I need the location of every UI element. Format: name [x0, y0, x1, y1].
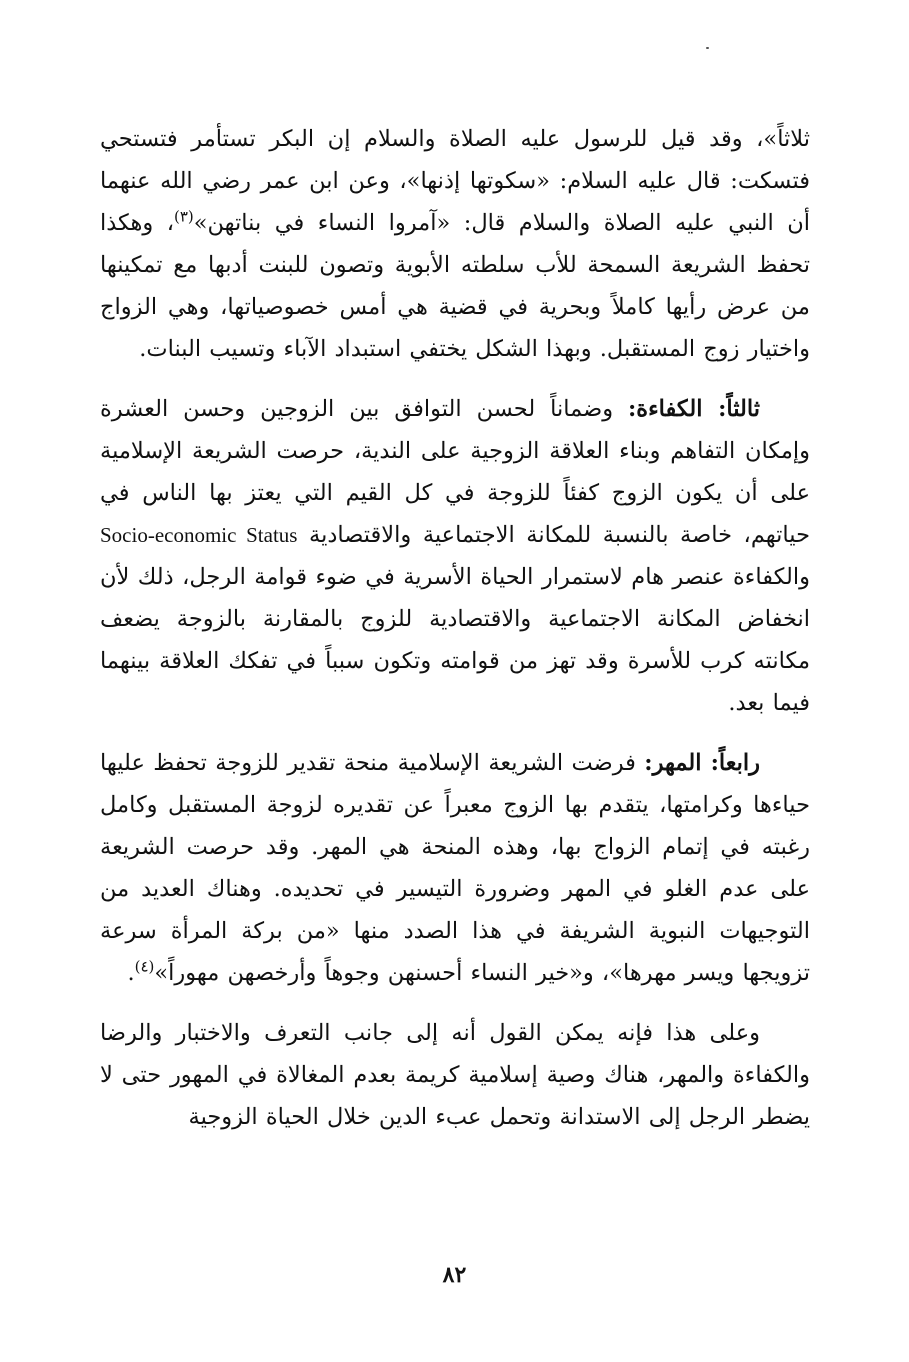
paragraph-1-tail: ، وهكذا تحفظ الشريعة السمحة للأب سلطته الأبوية وتصون للبنت أدبها مع تمكينها من عرض رأيها كاملاً وبحرية في قضية هي أمس خصوصياتها، وهي الزواج واختيار زوج المستقبل. وبهذا الشكل يختفي استبداد الآباء وتسيب البنات.: [100, 210, 810, 362]
latin-term: Socio-economic Status: [100, 523, 298, 547]
page-number: ٨٢: [442, 1262, 467, 1288]
paragraph-4: [100, 1012, 810, 1138]
paragraph-2: [100, 388, 810, 724]
paragraph-1-text: ثلاثاً»، وقد قيل للرسول عليه الصلاة والسلام إن البكر تستأمر فتستحي فتسكت: قال عليه السلام: «سكوتها إذنها»، وعن ابن عمر رضي الله عنهما أن النبي عليه الصلاة والسلام قال: «آمروا النساء في بناتهن»: [100, 126, 811, 236]
paragraph-4-text: وعلى هذا فإنه يمكن القول أنه إلى جانب التعرف والاختبار والرضا والكفاءة والمهر، هناك وصية إسلامية كريمة بعدم المغالاة في المهور حتى لا يضطر الرجل إلى الاستدانة وتحمل عبء الدين خلال الحياة الزوجية: [100, 1020, 810, 1130]
section-heading-kafaa: ثالثاً: الكفاءة:: [628, 396, 760, 422]
document-body: [100, 118, 810, 1156]
paragraph-3: [100, 742, 810, 994]
footnote-ref-4[interactable]: (٤): [134, 957, 155, 976]
scan-speck: [706, 47, 709, 49]
paragraph-2-tail: والكفاءة عنصر هام لاستمرار الحياة الأسرية في ضوء قوامة الرجل، ذلك لأن انخفاض المكانة الاجتماعية والاقتصادية للزوج بالمقارنة بالزوجة يضعف مكانته كرب للأسرة وقد تهز من قوامته وتكون سبباً في تفكك العلاقة بينهما فيما بعد.: [100, 564, 810, 716]
paragraph-3-tail: .: [127, 960, 135, 986]
footnote-ref-3[interactable]: (٣): [174, 207, 194, 226]
section-heading-mahr: رابعاً: المهر:: [644, 750, 760, 776]
paragraph-2-text: وضماناً لحسن التوافق بين الزوجين وحسن العشرة وإمكان التفاهم وبناء العلاقة الزوجية على الندية، حرصت الشريعة الإسلامية على أن يكون الزوج كفئاً للزوجة في كل القيم التي يعتز بها الناس في حياتهم، خاصة بالنسبة للمكانة الاجتماعية والاقتصادية: [100, 396, 810, 548]
paragraph-3-text: فرضت الشريعة الإسلامية منحة تقدير للزوجة تحفظ عليها حياءها وكرامتها، يتقدم بها الزوج معبراً عن تقديره لزوجة المستقبل وكامل رغبته في إتمام الزواج بها، وهذه المنحة هي المهر. وقد حرصت الشريعة على عدم الغلو في المهر وضرورة التيسير في تحديده. وهناك العديد من التوجيهات النبوية الشريفة في هذا الصدد منها «من بركة المرأة سرعة تزويجها ويسر مهرها»، و«خير النساء أحسنهن وجوهاً وأرخصهن مهوراً»: [100, 750, 810, 986]
paragraph-1: [100, 118, 810, 370]
